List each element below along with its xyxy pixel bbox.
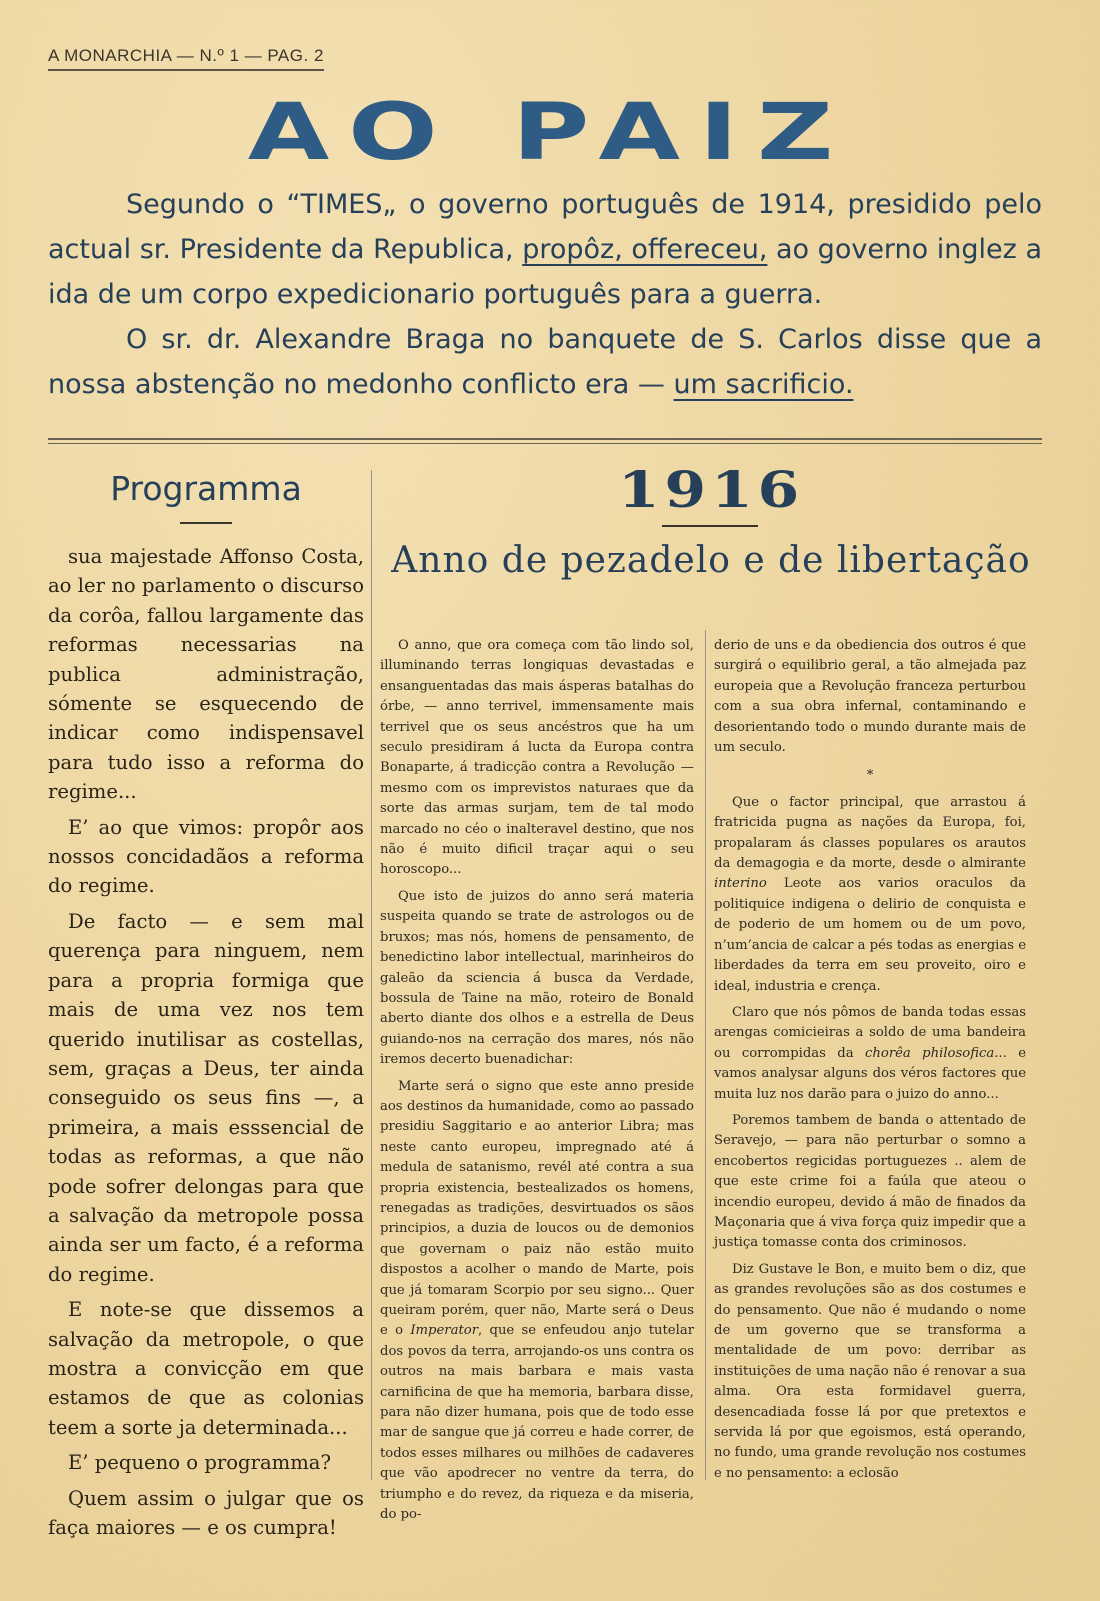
lead-text: O sr. dr. Alexandre Braga no banquete de S. Carlos disse que a nossa abstenção no medonho conflicto era — <box>48 324 1042 400</box>
article-column-2 <box>714 636 1026 1490</box>
headline: AO PAIZ <box>247 88 853 178</box>
programma-paragraph: E note-se que dissemos a salvação da metropole, o que mostra a convicção em que estamos de que as colonias teem a sorte ja determinada... <box>48 1298 364 1439</box>
running-head: A MONARCHIA — N.º 1 — PAG. 2 <box>48 46 324 71</box>
article-italic-text: Imperator <box>410 1323 479 1339</box>
article-paragraph: Poremos tambem de banda o attentado de Seravejo, — para não perturbar o somno a encobertos regicidas portuguezes .. alem de que este crime foi a faúla que ateou o incendio europeu, devido á mão de finados da Maçonaria que á viva força quiz impedir que a justiça tomasse conta dos criminosos. <box>714 1112 1026 1251</box>
article-paragraph <box>714 1003 1026 1105</box>
programma-paragraph: E’ pequeno o programma? <box>68 1451 331 1475</box>
article-paragraph: Que isto de juizos do anno será materia suspeita quando se trate de astrologos ou de bruxos; mas nós, homens de pensamento, de benedictino labor intellectual, marinheiros do galeão da sciencia á busca da Verdade, bossula de Taine na mão, roteiro de Bonald aberto diante dos olhos e a estrella de Deus guiando-nos na cerração dos mares, nós não iremos decerto buenadichar: <box>380 888 694 1068</box>
column-rule <box>371 470 372 1480</box>
article-text: Que o factor principal, que arrastou á fratricida pugna as nações da Europa, foi, propalaram ás classes populares os arautos da demagogia e da morte, desde o almirante <box>714 794 1026 872</box>
article-paragraph <box>380 1077 694 1526</box>
section-asterisk: * <box>866 768 874 784</box>
programma-paragraph: De facto — e sem mal querença para ninguem, nem para a propria formiga que mais de uma vez nos tem querido inutilisar as costellas, sem, graças a Deus, ter ainda conseguido os seus fins —, a primeira, a mais esssencial de todas as reformas, a que não pode sofrer delongas para que a salvação da metropole possa ainda ser um facto, é a reforma do regime. <box>48 909 364 1286</box>
programma-title: Programma <box>110 469 302 508</box>
section-divider <box>48 438 1042 444</box>
article-year-title: 1916 <box>617 460 805 519</box>
article-paragraph: O anno, que ora começa com tão lindo sol, illuminando terras longiquas devastadas e ensanguentadas das mais ásperas batalhas do órbe, — anno terrivel, immensamente mais terrivel que os seus ancéstros que ha um seculo presidiram á lucta da Europa contra Bonaparte, á tradicção contra a Revolução — mesmo com os imprevistos naturaes que da sorte das armas surjam, tem de tal modo marcado no céo o inalteravel destino, que nos não é muito dificil traçar aqui o seu horoscopo... <box>380 638 694 878</box>
article-text: , que se enfeudou anjo tutelar dos povos da terra, arrojando-os uns contra os outros na mais barbara e mais vasta carnificina de que ha memoria, barbara disse, para não dizer humana, pois que de todo esse mar de sangue que já correu e hade correr, de todos esses milhares ou milhões de cadaveres que vão apodrecer no ventre da terra, do triumpho e do revez, da riqueza e da miseria, do po- <box>380 1323 694 1523</box>
title-rule <box>180 522 232 524</box>
article-paragraph <box>714 793 1026 997</box>
article-italic-text: chorêa philosofica <box>865 1045 995 1061</box>
lead-text: ao governo inglez a ida de um corpo expedicionario português para a guerra. <box>48 234 1042 310</box>
column-rule <box>705 630 706 1480</box>
lead-text: Segundo o “TIMES„ o governo português de 1914, presidido pelo actual sr. Presidente da Republica, <box>48 189 1042 265</box>
article-column-1 <box>380 636 694 1531</box>
article-text: Leote aos varios oraculos da politiquice indigena o delirio de conquista e de poderio de um homem ou de um povo, n’um’ancia de calcar a pés todas as energias e liberdades da terra em seu proveito, oiro e ideal, industria e crença. <box>714 876 1026 994</box>
lead-paragraph-2 <box>48 317 1042 407</box>
article-text: Marte será o signo que este anno preside aos destinos da humanidade, como ao passado presidiu Saggitario e ao anterior Libra; mas neste canto europeu, impregnado até á medula de satanismo, revél até contra a sua propria existencia, bestealizados os homens, renegadas as tradições, desvirtuados os sãos principios, a duzia de loucos ou de demonios que governam o paiz não estão muito dispostos a acolher o mando de Marte, pois que já tomaram Scorpio por seu signo... Quer queiram porém, quer não, Marte será o Deus e o <box>380 1078 694 1339</box>
programma-column <box>48 465 364 1548</box>
article-text: ... e vamos analysar alguns dos véros factores que muita luz nos darão para o juizo do anno... <box>714 1045 1026 1102</box>
article-text: Claro que nós pômos de banda todas essas arengas comicieiras a soldo de uma bandeira ou corrompidas da <box>714 1004 1026 1061</box>
article-paragraph: Diz Gustave le Bon, e muito bem o diz, que as grandes revoluções são as dos costumes e do pensamento. Que não é mudando o nome de um governo que se transforma a mentalidade de um povo: derribar as instituições de uma nação não é renovar a sua alma. Ora esta formidavel guerra, desencadiada fosse lá por que pretextos e servida lá por que egoismos, está operando, no fundo, uma grande revolução nos costumes e no pensamento: a eclosão <box>714 1261 1026 1481</box>
lead-article <box>48 182 1042 407</box>
title-rule <box>662 525 758 527</box>
article-italic-text: interino <box>714 876 767 892</box>
programma-paragraph: sua majestade Affonso Costa, ao ler no parlamento o discurso da corôa, fallou largamente das reformas necessarias na publica administração, sómente se esquecendo de indicar como indispensavel para tudo isso a reforma do regime... <box>48 545 364 804</box>
article-subtitle: Anno de pezadelo e de libertação <box>391 540 1031 581</box>
programma-paragraph: E’ ao que vimos: propôr aos nossos concidadãos a reforma do regime. <box>48 815 364 898</box>
lead-underlined-text: propôz, offereceu, <box>522 234 768 265</box>
article-paragraph: derio de uns e da obediencia dos outros é que surgirá o equilibrio geral, a tão almejada paz europeia que a Revolução franceza perturbou com a sua obra infernal, contaminando e desorientando todo o mundo durante mais de um seculo. <box>714 638 1026 756</box>
lead-paragraph-1 <box>48 182 1042 317</box>
lead-underlined-text: um sacrificio. <box>673 369 854 400</box>
programma-paragraph: Quem assim o julgar que os faça maiores — e os cumpra! <box>48 1486 364 1539</box>
